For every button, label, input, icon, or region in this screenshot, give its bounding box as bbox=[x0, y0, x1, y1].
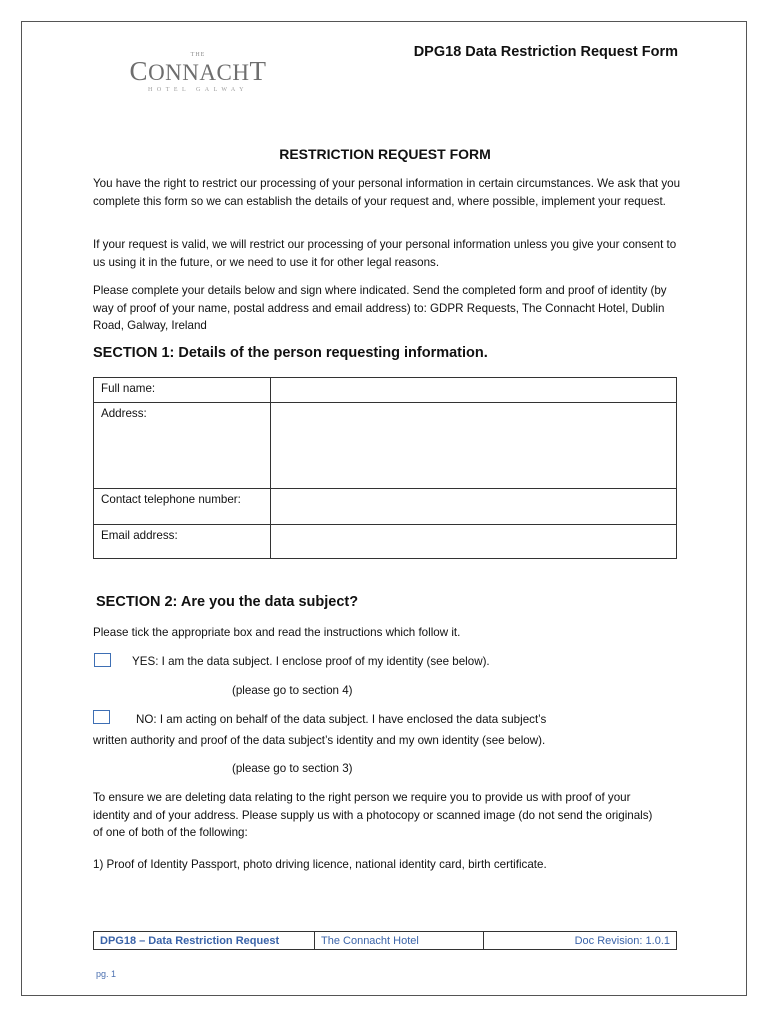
table-row bbox=[94, 932, 677, 950]
no-go-to: (please go to section 3) bbox=[232, 762, 353, 775]
no-option-text-cont: written authority and proof of the data subject’s identity and my own identity (see below). bbox=[93, 734, 546, 747]
no-checkbox[interactable] bbox=[93, 710, 110, 724]
logo-name-final: T bbox=[249, 56, 267, 86]
logo-name-middle: ONNACH bbox=[148, 60, 250, 85]
no-option-text: NO: I am acting on behalf of the data subject. I have enclosed the data subject’s bbox=[136, 713, 547, 726]
full-name-label: Full name: bbox=[94, 378, 271, 403]
intro-paragraph-3: Please complete your details below and sign where indicated. Send the completed form and proof of identity (by way of proof of your name, postal address and email address) to: GDPR Requests, The Connacht Hotel, Dublin Road, Galway, Ireland bbox=[93, 284, 667, 332]
yes-option-text: YES: I am the data subject. I enclose proof of my identity (see below). bbox=[132, 655, 490, 668]
logo-the: THE bbox=[190, 52, 206, 58]
email-label: Email address: bbox=[94, 525, 271, 559]
ensure-paragraph: To ensure we are deleting data relating to the right person we require you to provide us with proof of your identity and of your address. Please supply us with a photocopy or scanned image (do not send the originals) of one of both of the following: bbox=[93, 791, 653, 839]
table-row bbox=[94, 403, 677, 489]
section-2-heading: SECTION 2: Are you the data subject? bbox=[96, 594, 359, 610]
intro-paragraph-1: You have the right to restrict our processing of your personal information in certain circumstances. We ask that you complete this form so we can establish the details of your request and, where possible, implement your request. bbox=[93, 177, 681, 208]
form-heading: RESTRICTION REQUEST FORM bbox=[279, 146, 491, 162]
yes-checkbox[interactable] bbox=[94, 653, 111, 667]
document-title: DPG18 Data Restriction Request Form bbox=[413, 44, 678, 60]
table-row bbox=[94, 489, 677, 525]
table-row bbox=[94, 525, 677, 559]
section-1-heading: SECTION 1: Details of the person requesting information. bbox=[93, 345, 488, 361]
table-row bbox=[94, 378, 677, 403]
telephone-field[interactable] bbox=[271, 489, 677, 525]
logo-subtitle: HOTEL GALWAY bbox=[148, 87, 248, 93]
intro-paragraph-2: If your request is valid, we will restrict our processing of your personal information unless you give your consent to us using it in the future, or we need to use it for other legal reasons. bbox=[93, 238, 677, 269]
footer-revision: Doc Revision: 1.0.1 bbox=[484, 932, 677, 950]
tick-instruction: Please tick the appropriate box and read the instructions which follow it. bbox=[93, 626, 461, 639]
logo-name-initial: C bbox=[129, 56, 149, 86]
proof-item-1: 1) Proof of Identity Passport, photo driving licence, national identity card, birth certificate. bbox=[93, 858, 547, 871]
page-number: pg. 1 bbox=[96, 969, 117, 979]
footer-table bbox=[93, 931, 677, 950]
telephone-label: Contact telephone number: bbox=[94, 489, 271, 525]
footer-doc-name: DPG18 – Data Restriction Request bbox=[94, 932, 315, 950]
full-name-field[interactable] bbox=[271, 378, 677, 403]
hotel-logo bbox=[118, 52, 278, 112]
details-table bbox=[93, 377, 677, 559]
email-field[interactable] bbox=[271, 525, 677, 559]
logo-name bbox=[118, 56, 278, 86]
address-field[interactable] bbox=[271, 403, 677, 489]
footer-hotel: The Connacht Hotel bbox=[315, 932, 484, 950]
yes-go-to: (please go to section 4) bbox=[232, 684, 353, 697]
address-label: Address: bbox=[94, 403, 271, 489]
